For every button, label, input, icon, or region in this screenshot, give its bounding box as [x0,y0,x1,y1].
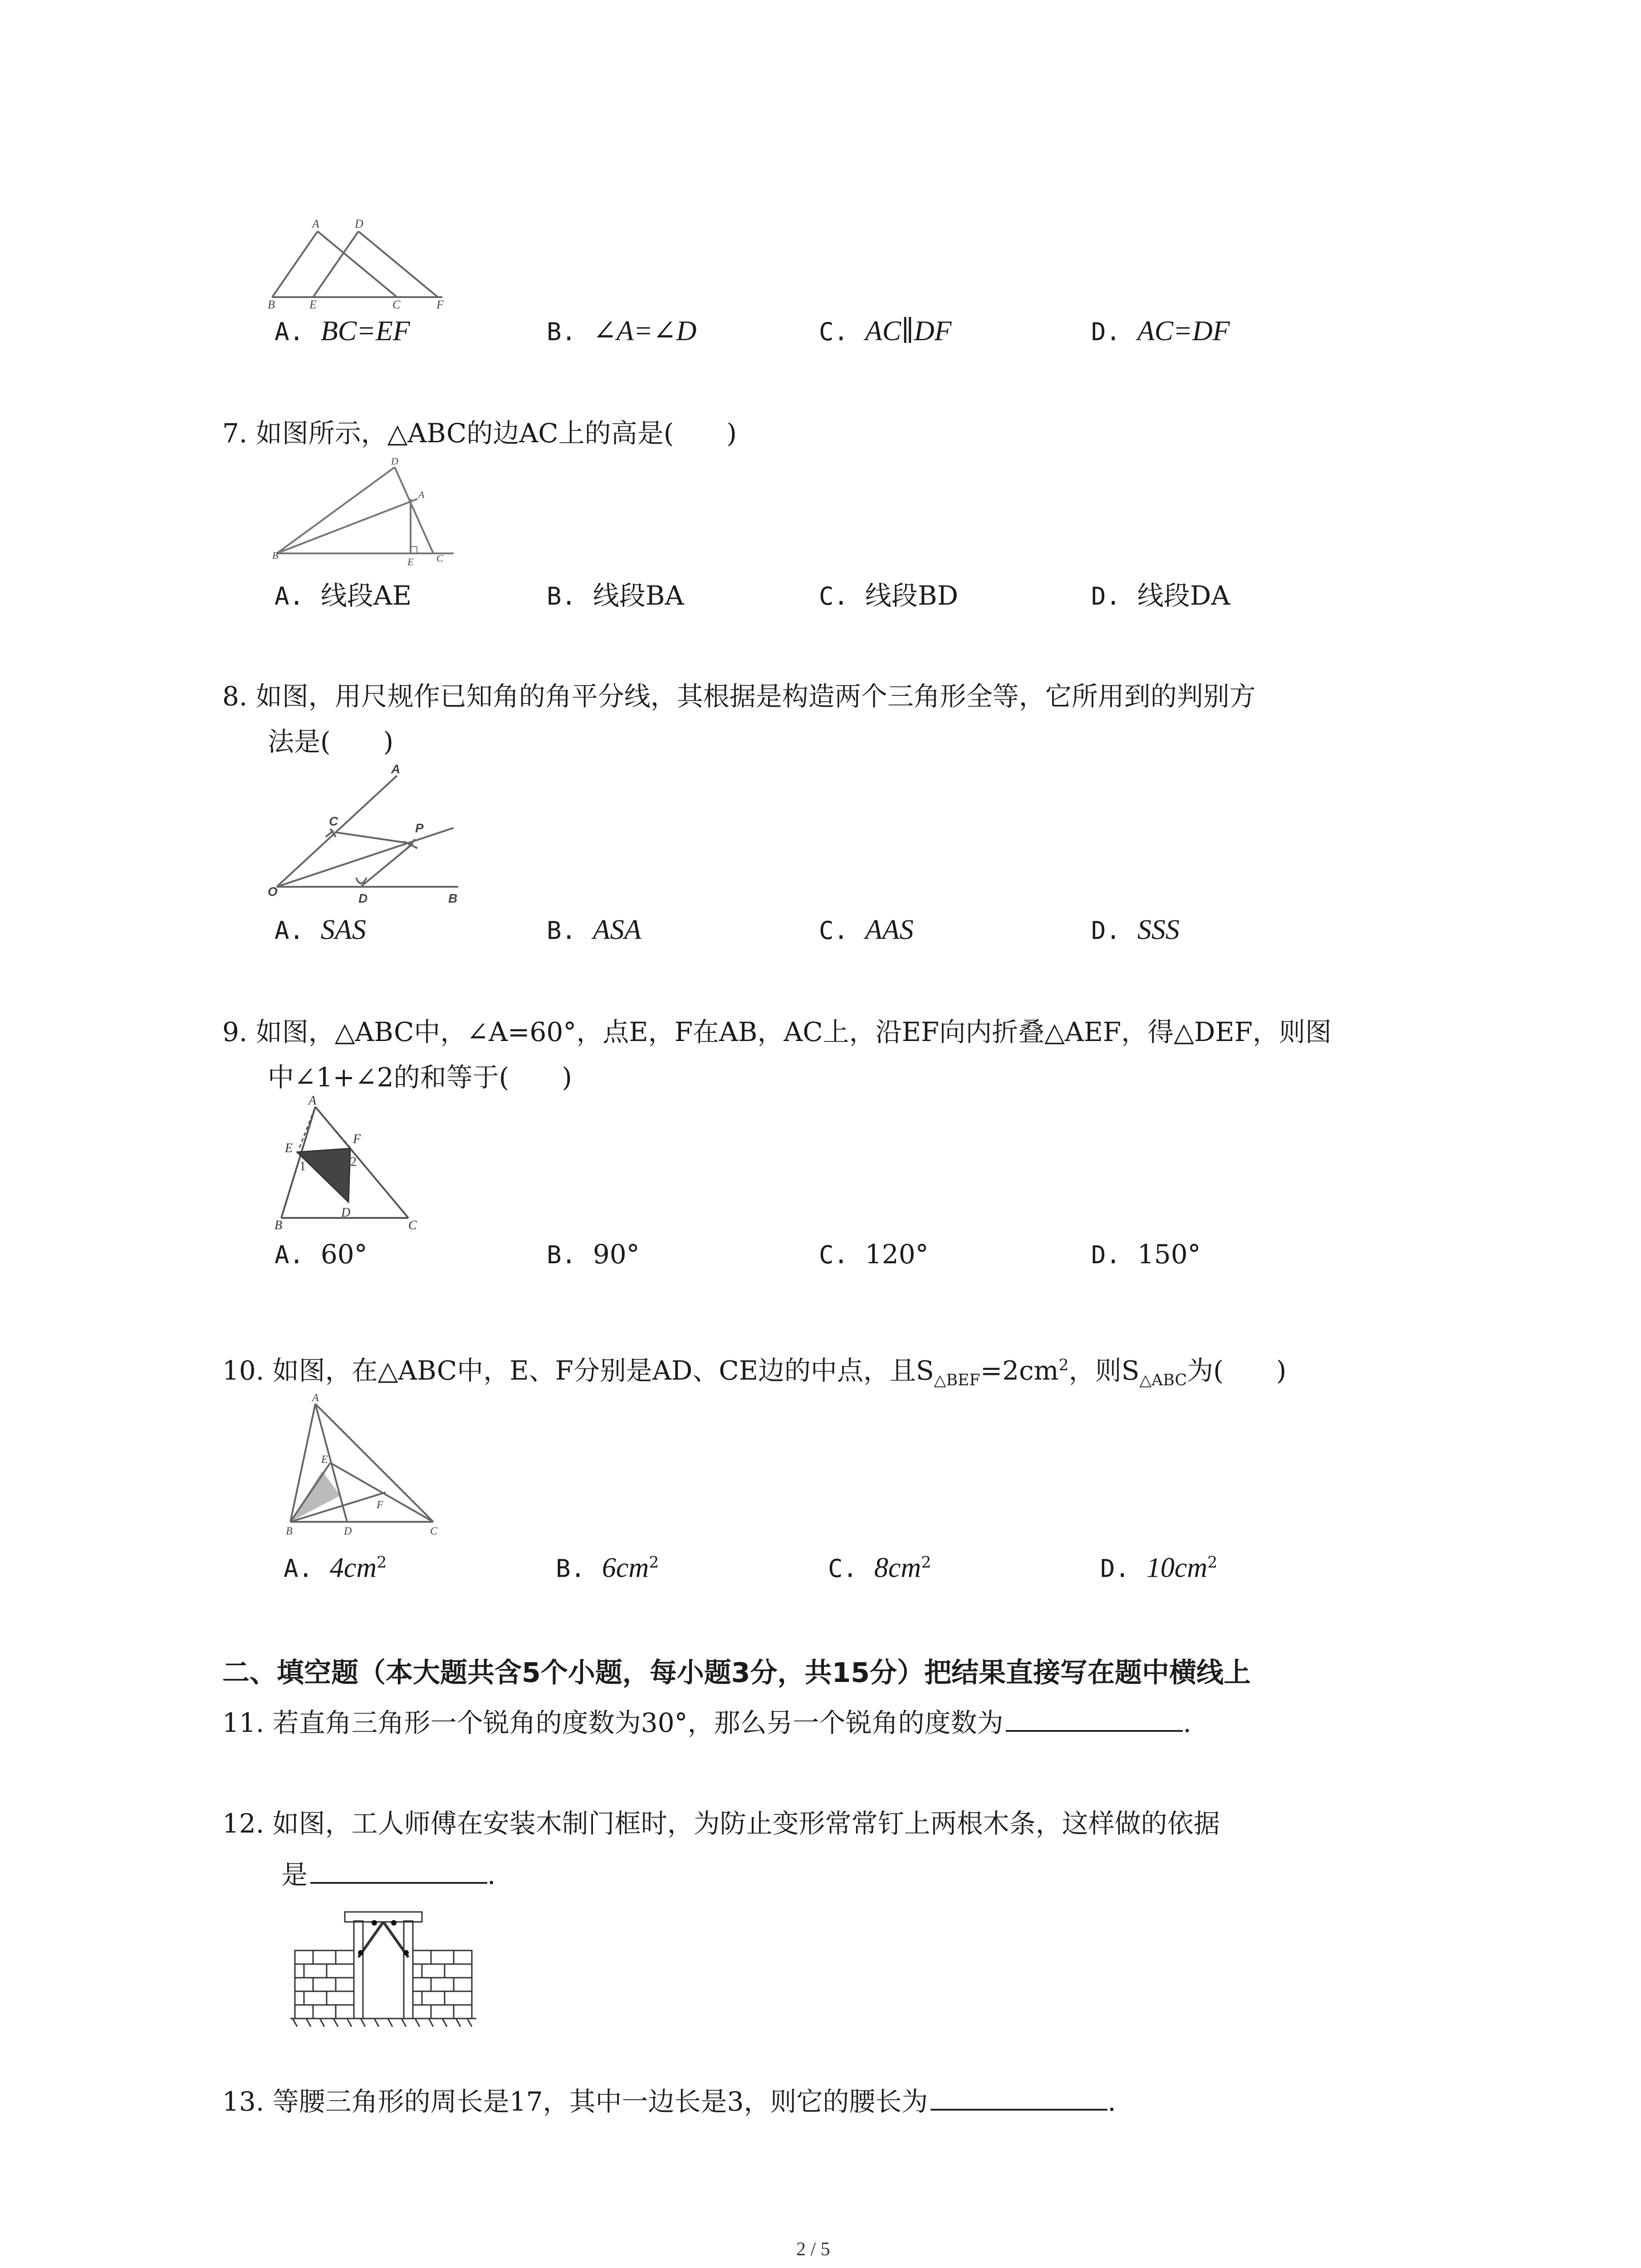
q7-fig-label: A [418,489,425,500]
q9-fig-label: E [285,1141,293,1155]
q7-fig-label: B [272,550,279,561]
q7-stem: 7. 如图所示，△ABC的边AC上的高是( ) [222,418,737,449]
q12-stem-line2: 是 . [281,1857,495,1891]
q9-option-c[interactable]: C. 120° [819,1239,929,1270]
q10-option-a[interactable]: A. $4cm^2$ [284,1552,387,1584]
q6-fig-label: E [309,298,317,311]
q11-stem: 11. 若直角三角形一个锐角的度数为30°，那么另一个锐角的度数为 . [222,1706,1191,1739]
q7-fig-label: C [436,552,443,564]
q6-option-a[interactable]: A. BC=EF [274,316,410,347]
q8-stem-line2: 法是( ) [268,726,394,757]
q9-figure [272,1094,417,1234]
page-number: 2 / 5 [796,2239,830,2260]
q6-option-b[interactable]: B. ∠A=∠D [547,316,697,347]
q12-door-figure [286,1903,481,2030]
q9-fig-label: 2 [350,1155,357,1169]
q9-fig-label: 1 [299,1159,306,1173]
section-title: 二、填空题（本大题共含5个小题，每小题3分，共15分）把结果直接写在题中横线上 [222,1657,1251,1689]
q8-option-c[interactable]: C. AAS [819,914,914,945]
q8-option-b[interactable]: B. ASA [547,914,642,945]
q6-option-c[interactable]: C. AC∥DF [819,316,952,347]
q10-option-c[interactable]: C. $8cm^2$ [828,1552,931,1584]
q10-stem: 10. 如图，在△ABC中，E、F分别是AD、CE边的中点，且$S_{\triangle BEF}=2cm^2$，则$S_{\triangle ABC}$为( ) [222,1355,1287,1389]
q8-option-d[interactable]: D. SSS [1091,914,1180,945]
q7-fig-label: E [407,556,414,567]
q9-fig-label: A [309,1094,317,1108]
q11-answer-blank[interactable] [1006,1706,1183,1732]
q9-option-d[interactable]: D. 150° [1091,1239,1201,1270]
q13-answer-blank[interactable] [931,2084,1107,2111]
q9-option-a[interactable]: A. 60° [274,1239,367,1270]
q8-figure [268,762,467,905]
q10-fig-label: A [312,1392,319,1404]
q10-fig-label: E [321,1454,328,1466]
q8-option-a[interactable]: A. SAS [274,914,366,945]
q13-stem: 13. 等腰三角形的周长是17，其中一边长是3，则它的腰长为 . [222,2084,1116,2117]
q9-stem-line1: 9. 如图，△ABC中，∠A=60°，点E，F在AB，AC上，沿EF向内折叠△AEF，得△DEF，则图 [222,1017,1332,1047]
q8-fig-label: A [391,762,401,776]
q8-stem-line1: 8. 如图，用尺规作已知角的角平分线，其根据是构造两个三角形全等，它所用到的判别方 [222,681,1256,712]
q7-option-a[interactable]: A. 线段AE [274,580,412,611]
q6-fig-label: D [355,217,363,230]
q10-fig-label: F [377,1499,383,1511]
q10-fig-label: D [344,1525,352,1537]
q12-answer-blank[interactable] [310,1857,487,1884]
q8-fig-label: O [268,885,278,899]
q6-fig-label: A [312,217,319,230]
q10-option-b[interactable]: B. $6cm^2$ [556,1552,659,1584]
q9-stem-line2: 中∠1+∠2的和等于( ) [268,1062,572,1093]
q8-fig-label: C [329,814,338,828]
q9-option-b[interactable]: B. 90° [547,1239,640,1270]
q6-fig-label: C [392,298,401,311]
q12-stem-line1: 12. 如图，工人师傅在安装木制门框时，为防止变形常常钉上两根木条，这样做的依据 [222,1808,1220,1839]
q7-option-b[interactable]: B. 线段BA [547,580,684,611]
q7-figure [272,455,463,567]
q7-option-c[interactable]: C. 线段BD [819,580,959,611]
q8-fig-label: P [415,821,424,835]
q6-figure [268,217,449,311]
q10-option-d[interactable]: D. $10cm^2$ [1100,1552,1218,1584]
q6-fig-label: F [436,298,444,311]
q10-figure [277,1392,449,1540]
q9-fig-label: B [274,1218,283,1232]
q7-option-d[interactable]: D. 线段DA [1091,580,1230,611]
q6-fig-label: B [268,298,275,311]
q8-fig-label: D [358,891,368,905]
q9-fig-label: D [341,1206,351,1220]
q8-fig-label: B [448,891,458,905]
q6-option-d[interactable]: D. AC=DF [1091,316,1230,347]
q7-fig-label: D [391,455,398,467]
q9-fig-label: F [353,1132,361,1146]
q9-fig-label: C [408,1218,417,1232]
q10-fig-label: B [286,1525,293,1537]
q10-fig-label: C [430,1525,438,1537]
